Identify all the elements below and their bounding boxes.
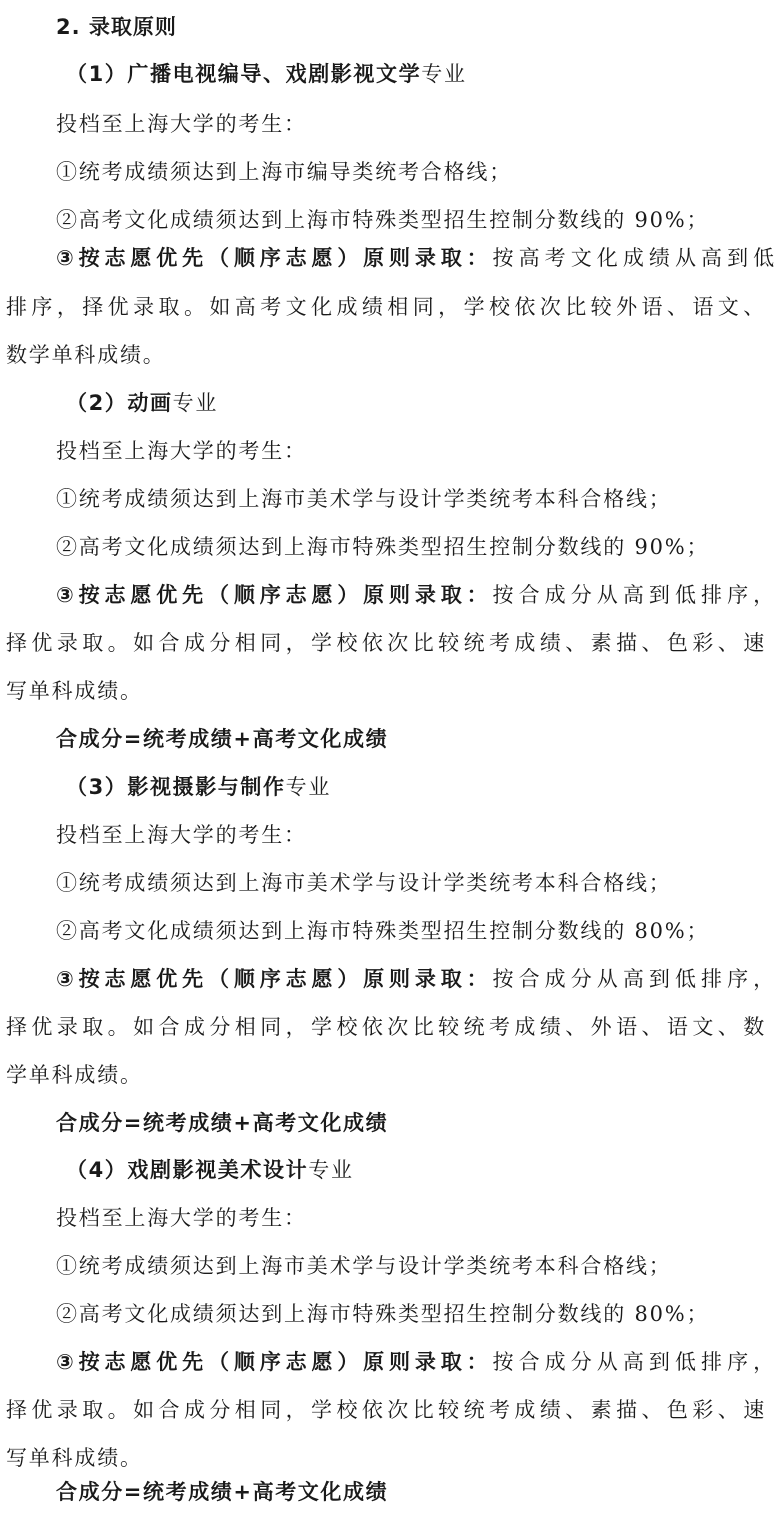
rule-3 (56, 1345, 776, 1379)
rule-3-continuation: 择优录取。如合成分相同，学校依次比较统考成绩、外语、语文、数 (6, 1015, 766, 1039)
intro-line: 投档至上海大学的考生： (56, 823, 307, 847)
rule-3-principle: ③按志愿优先（顺序志愿）原则录取： (56, 246, 493, 270)
intro-line: 投档至上海大学的考生： (56, 112, 307, 136)
major-heading-4 (66, 1153, 354, 1187)
major-heading-suffix: 专业 (308, 1158, 354, 1182)
section-title: 2. 录取原则 (56, 15, 177, 39)
rule-3-continuation: 择优录取。如合成分相同，学校依次比较统考成绩、素描、色彩、速 (6, 1398, 766, 1422)
major-heading-name: （1）广播电视编导、戏剧影视文学 (66, 62, 422, 86)
rule-3 (56, 962, 776, 996)
rule-3-continuation: 择优录取。如合成分相同，学校依次比较统考成绩、素描、色彩、速 (6, 631, 766, 655)
formula-line: 合成分=统考成绩+高考文化成绩 (56, 1111, 389, 1135)
rule-3 (56, 241, 776, 275)
rule-3-continuation: 数学单科成绩。 (6, 343, 166, 367)
intro-line: 投档至上海大学的考生： (56, 1206, 307, 1230)
rule-3-principle: ③按志愿优先（顺序志愿）原则录取： (56, 583, 493, 607)
major-heading-suffix: 专业 (172, 391, 219, 415)
formula-line: 合成分=统考成绩+高考文化成绩 (56, 727, 389, 751)
major-heading-name: （3）影视摄影与制作 (66, 775, 286, 799)
major-heading-3 (66, 770, 331, 804)
major-heading-2 (66, 386, 218, 420)
rule-2: ②高考文化成绩须达到上海市特殊类型招生控制分数线的 90%； (56, 208, 710, 232)
rule-2: ②高考文化成绩须达到上海市特殊类型招生控制分数线的 80%； (56, 919, 710, 943)
rule-3-principle: ③按志愿优先（顺序志愿）原则录取： (56, 967, 493, 991)
rule-1: ①统考成绩须达到上海市美术学与设计学类统考本科合格线； (56, 1254, 672, 1278)
major-heading-1 (66, 57, 467, 91)
major-heading-name: （2）动画 (66, 391, 173, 415)
rule-2: ②高考文化成绩须达到上海市特殊类型招生控制分数线的 90%； (56, 535, 710, 559)
rule-3-continuation: 写单科成绩。 (6, 1446, 143, 1470)
major-heading-suffix: 专业 (285, 775, 332, 799)
rule-3-text: 按高考文化成绩从高到低 (492, 246, 776, 270)
rule-3-continuation: 学单科成绩。 (6, 1063, 143, 1087)
intro-line: 投档至上海大学的考生： (56, 439, 307, 463)
rule-3-continuation: 写单科成绩。 (6, 679, 143, 703)
major-heading-suffix: 专业 (421, 62, 467, 86)
rule-1: ①统考成绩须达到上海市美术学与设计学类统考本科合格线； (56, 871, 672, 895)
rule-2: ②高考文化成绩须达到上海市特殊类型招生控制分数线的 80%； (56, 1302, 710, 1326)
rule-1: ①统考成绩须达到上海市美术学与设计学类统考本科合格线； (56, 487, 672, 511)
rule-1: ①统考成绩须达到上海市编导类统考合格线； (56, 160, 512, 184)
rule-3-text: 按合成分从高到低排序， (492, 583, 776, 607)
major-heading-name: （4）戏剧影视美术设计 (66, 1158, 309, 1182)
rule-3-text: 按合成分从高到低排序， (492, 1350, 776, 1374)
rule-3-text: 按合成分从高到低排序， (492, 967, 776, 991)
rule-3-principle: ③按志愿优先（顺序志愿）原则录取： (56, 1350, 493, 1374)
rule-3-continuation: 排序，择优录取。如高考文化成绩相同，学校依次比较外语、语文、 (6, 295, 766, 319)
formula-line: 合成分=统考成绩+高考文化成绩 (56, 1480, 389, 1504)
rule-3 (56, 578, 776, 612)
